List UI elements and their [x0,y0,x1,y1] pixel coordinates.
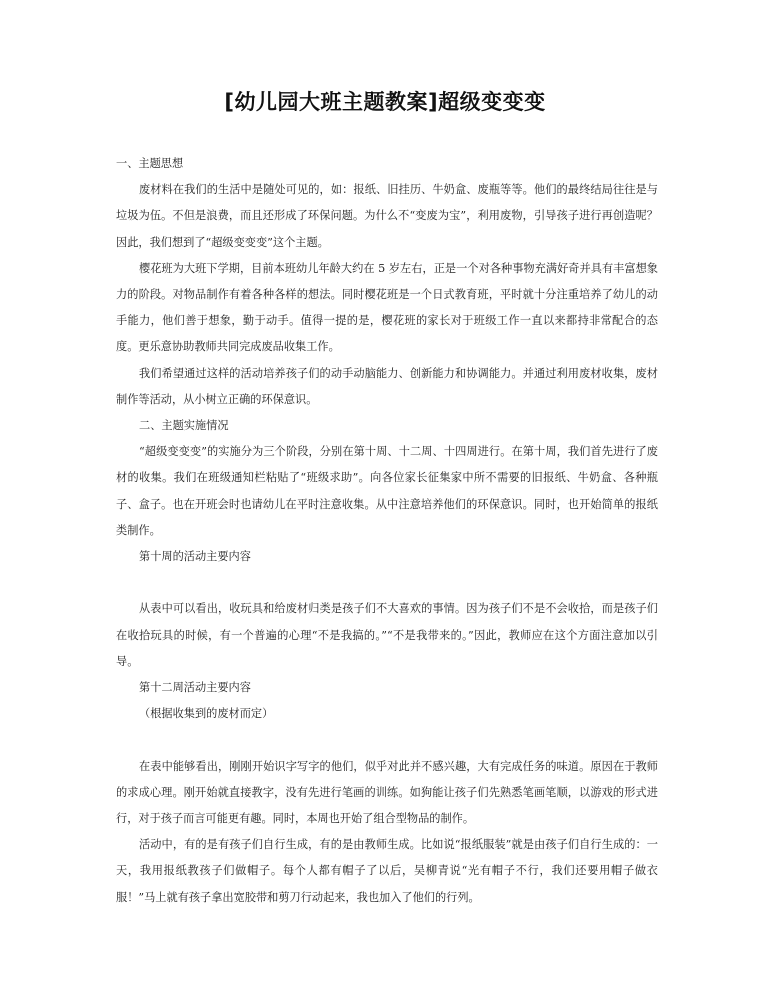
paragraph: “超级变变变”的实施分为三个阶段，分别在第十周、十二周、十四周进行。在第十周，我们首先进行了废材的收集。我们在班级通知栏粘贴了“班级求助”。向各位家长征集家中所不需要的旧报纸、牛奶盒、各种瓶子、盒子。也在开班会时也请幼儿在平时注意收集。从中注意培养他们的环保意识。同时，也开始简单的报纸类制作。 [116,445,658,537]
document-body [116,151,658,911]
blank-line [116,570,658,596]
paragraph: （根据收集到的废材而定） [139,707,274,721]
paragraph: 樱花班为大班下学期，目前本班幼儿年龄大约在 5 岁左右，正是一个对各种事物充满好奇并具有丰富想象力的阶段。对物品制作有着各种各样的想法。同时樱花班是一个日式教育班，平时就十分注重培养了幼儿的动手能力，他们善于想象，勤于动手。值得一提的是，樱花班的家长对于班级工作一直以来都持非常配合的态度。更乐意协助教师共同完成废品收集工作。 [116,261,658,354]
paragraph: 我们希望通过这样的活动培养孩子们的动手动脑能力、创新能力和协调能力。并通过利用废材收集，废材制作等活动，从小树立正确的环保意识。 [116,366,658,406]
paragraph: 废材料在我们的生活中是随处可见的，如：报纸、旧挂历、牛奶盒、废瓶等等。他们的最终结局往往是与垃圾为伍。不但是浪费，而且还形成了环保问题。为什么不“变废为宝”，利用废物，引导孩子进行再创造呢？因此，我们想到了“超级变变变”这个主题。 [116,183,658,249]
paragraph: 第十周的活动主要内容 [139,550,251,564]
paragraph: 二、主题实施情况 [139,419,229,433]
document-title: [幼儿园大班主题教案]超级变变变 [224,90,546,114]
paragraph: 活动中，有的是有孩子们自行生成，有的是由教师生成。比如说“报纸服装”就是由孩子们自行生成的：一天，我用报纸教孩子们做帽子。每个人都有帽子了以后，吴柳青说“光有帽子不行，我们还要用帽子做衣服！”马上就有孩子拿出宽胶带和剪刀行动起来，我也加入了他们的行列。 [116,838,658,904]
paragraph: 从表中可以看出，收玩具和给废材归类是孩子们不大喜欢的事情。因为孩子们不是不会收拾，而是孩子们在收拾玩具的时候，有一个普遍的心理“不是我搞的。”“不是我带来的。”因此，教师应在这个方面注意加以引导。 [116,602,658,668]
paragraph: 在表中能够看出，刚刚开始识字写字的他们，似乎对此并不感兴趣，大有完成任务的味道。原因在于教师的求成心理。刚开始就直接教字，没有先进行笔画的训练。如狗能让孩子们先熟悉笔画笔顺，以游戏的形式进行，对于孩子而言可能更有趣。同时，本周也开始了组合型物品的制作。 [116,759,658,826]
blank-line [116,727,658,753]
section-heading: 一、主题思想 [116,157,184,170]
paragraph: 第十二周活动主要内容 [139,681,251,695]
